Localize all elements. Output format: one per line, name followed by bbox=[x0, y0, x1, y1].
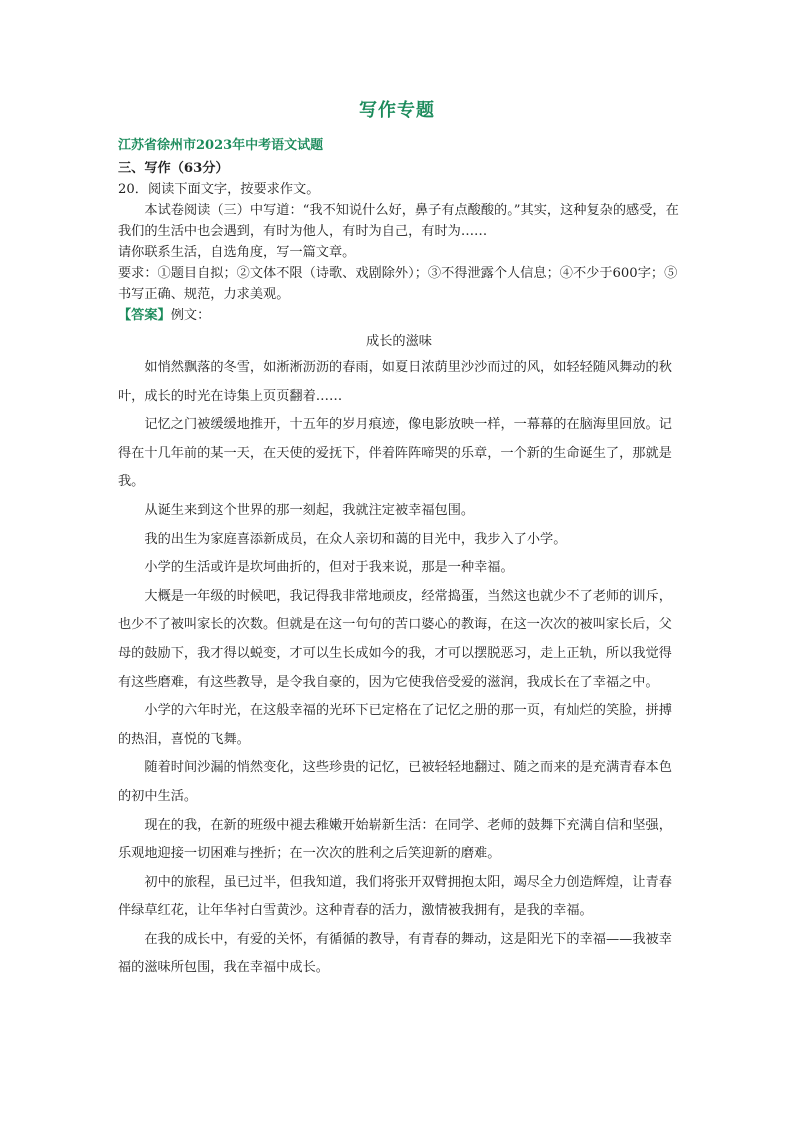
document-body bbox=[118, 158, 680, 983]
answer-line bbox=[118, 305, 680, 326]
essay-paragraph: 我的出生为家庭喜添新成员，在众人亲切和蔼的目光中，我步入了小学。 bbox=[144, 531, 567, 547]
essay-paragraph: 大概是一年级的时候吧，我记得我非常地顽皮，经常捣蛋，当然这也就少不了老师的训斥，也少不了被叫家长的次数。但就是在这一句句的苦口婆心的教诲，在这一次次的被叫家长后，父母的鼓励下，我才得以蜕变，才可以生长成如今的我，才可以摆脱恶习，走上正轨，所以我觉得有这些磨难，有这些教导，是令我自豪的，因为它使我倍受爱的滋润，我成长在了幸福之中。 bbox=[118, 588, 672, 690]
essay-body bbox=[118, 354, 680, 983]
exam-source: 江苏省徐州市2023年中考语文试题 bbox=[118, 138, 324, 153]
essay-paragraph: 小学的生活或许是坎坷曲折的，但对于我来说，那是一种幸福。 bbox=[144, 560, 514, 576]
section-heading: 三、写作（63分） bbox=[118, 161, 229, 176]
essay-paragraph: 在我的成长中，有爱的关怀，有循循的教导，有青春的舞动，这是阳光下的幸福——我被幸福的滋味所包围，我在幸福中成长。 bbox=[118, 931, 672, 976]
document-title: 写作专题 bbox=[359, 100, 435, 121]
essay-paragraph: 初中的旅程，虽已过半，但我知道，我们将张开双臂拥抱太阳，竭尽全力创造辉煌，让青春伴绿草红花，让年华衬白雪黄沙。这种青春的活力，激情被我拥有，是我的幸福。 bbox=[118, 874, 672, 919]
question-prompt: 20．阅读下面文字，按要求作文。 bbox=[118, 182, 320, 197]
essay-paragraph: 随着时间沙漏的悄然变化，这些珍贵的记忆，已被轻轻地翻过、随之而来的是充满青春本色的初中生活。 bbox=[118, 760, 672, 804]
essay-paragraph: 小学的六年时光，在这般幸福的光环下已定格在了记忆之册的那一页，有灿烂的笑脸，拼搏的热泪，喜悦的飞舞。 bbox=[118, 703, 672, 747]
question-passage: 本试卷阅读（三）中写道：“我不知说什么好，鼻子有点酸酸的。”其实，这种复杂的感受，在我们的生活中也会遇到，有时为他人，有时为自己，有时为…… bbox=[118, 203, 679, 239]
essay-paragraph: 现在的我，在新的班级中褪去稚嫩开始崭新生活：在同学、老师的鼓舞下充满自信和坚强，乐观地迎接一切困难与挫折；在一次次的胜利之后笑迎新的磨难。 bbox=[118, 817, 672, 862]
essay-paragraph: 如悄然飘落的冬雪，如淅淅沥沥的春雨，如夏日浓荫里沙沙而过的风，如轻轻随风舞动的秋叶，成长的时光在诗集上页页翻着…… bbox=[118, 360, 672, 404]
question-requirements: 要求：①题目自拟；②文体不限（诗歌、戏剧除外）；③不得泄露个人信息；④不少于600字；⑤书写正确、规范，力求美观。 bbox=[118, 266, 678, 302]
essay-paragraph: 记忆之门被缓缓地推开，十五年的岁月痕迹，像电影放映一样，一幕幕的在脑海里回放。记得在十几年前的某一天，在天使的爱抚下，伴着阵阵啼哭的乐章，一个新的生命诞生了，那就是我。 bbox=[118, 417, 672, 490]
answer-tag: 【答案】 bbox=[118, 308, 171, 323]
answer-label: 例文： bbox=[170, 308, 211, 323]
question-instruction: 请你联系生活，自选角度，写一篇文章。 bbox=[118, 245, 356, 260]
essay-title: 成长的滋味 bbox=[366, 334, 432, 349]
essay-paragraph: 从诞生来到这个世界的那一刻起，我就注定被幸福包围。 bbox=[144, 502, 475, 518]
